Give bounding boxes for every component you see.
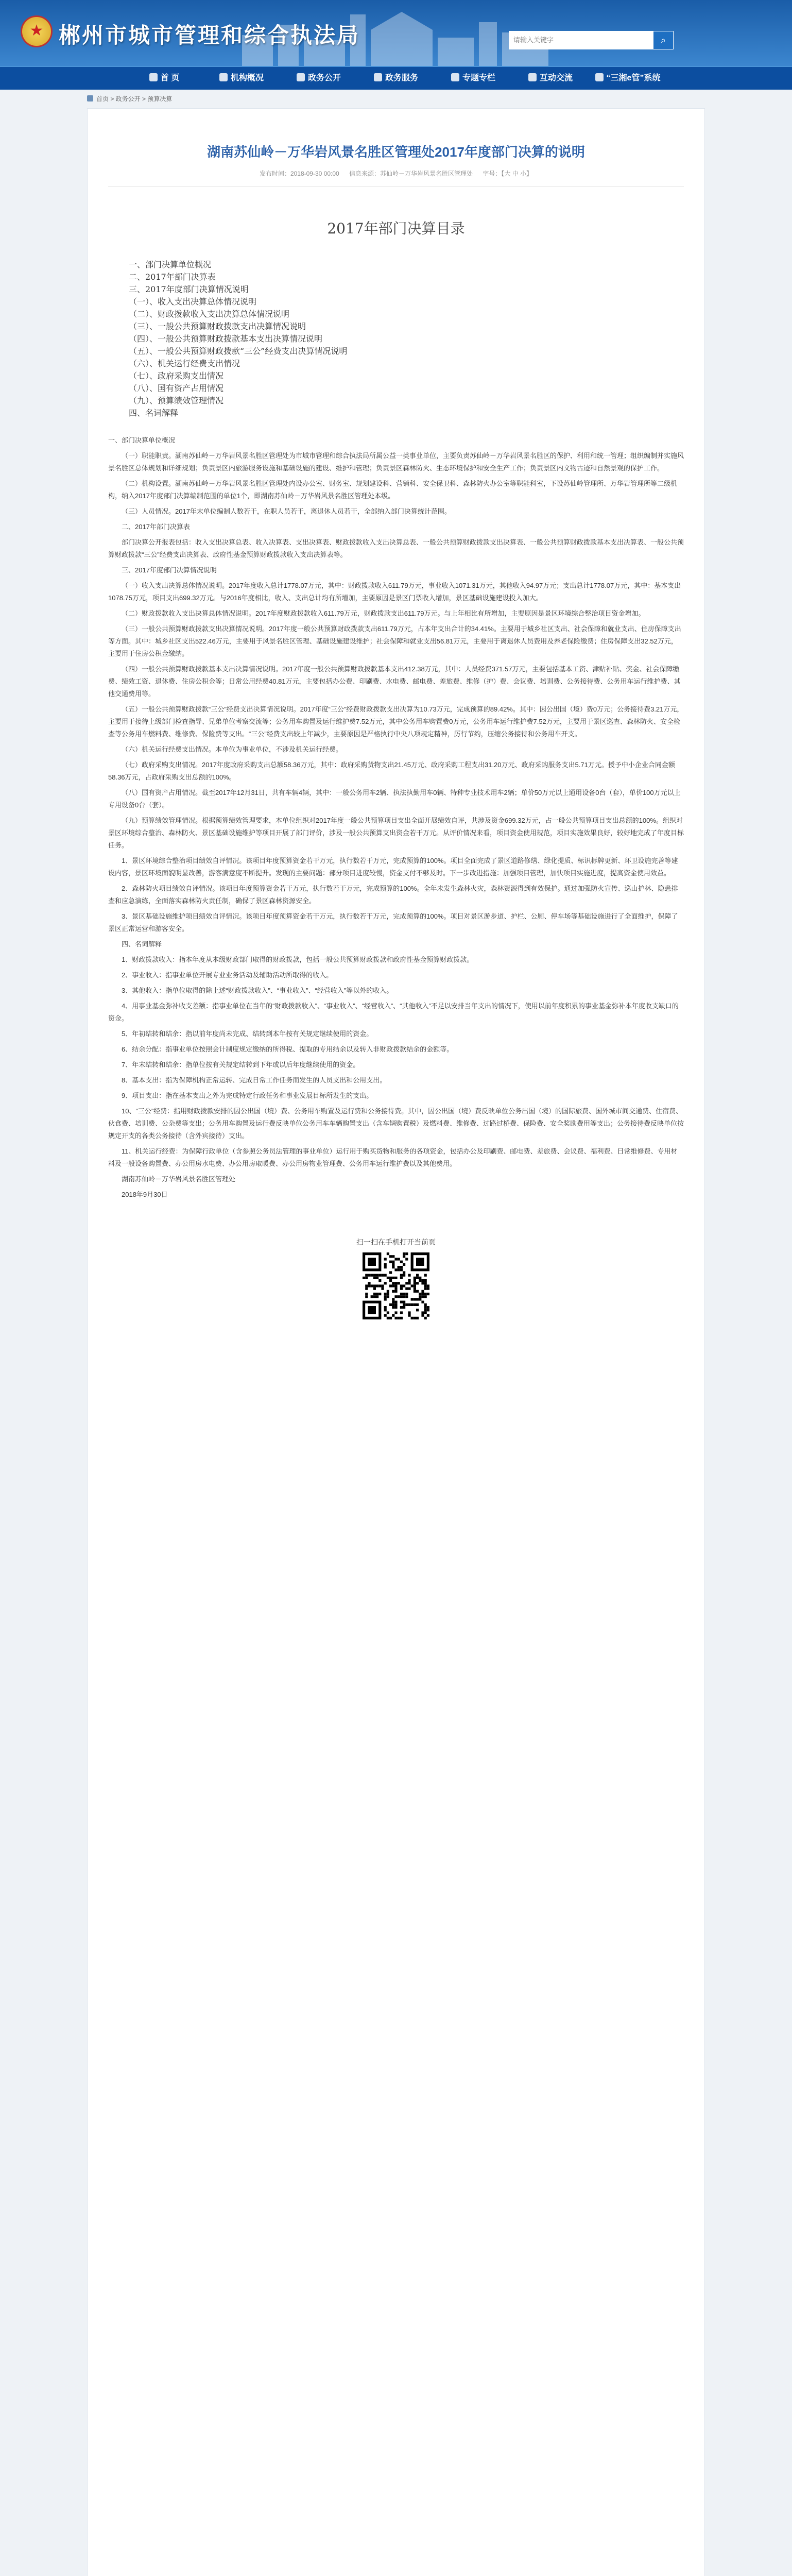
toc-item: 四、名词解释 [129,408,179,418]
body-paragraph: 10、“三公”经费：指用财政拨款安排的因公出国（境）费、公务用车购置及运行费和公务接待费。其中，因公出国（境）费反映单位公务出国（境）的国际旅费、国外城市间交通费、住宿费、伙食费、培训费、公杂费等支出；公务用车购置及运行费反映单位公务用车车辆购置支出（含车辆购置税）及燃料费、维修费、过路过桥费、保险费、安全奖励费用等支出；公务接待费反映单位按规定开支的各类公务接待（含外宾接待）支出。 [108,1107,684,1140]
body-paragraph: （四）一般公共预算财政拨款基本支出决算情况说明。2017年度一般公共预算财政拨款基本支出412.38万元，其中：人员经费371.57万元，主要包括基本工资、津贴补贴、奖金、社会保障缴费、绩效工资、退休费、住房公积金等；日常公用经费40.81万元，主要包括办公费、印刷费、水电费、邮电费、差旅费、维修（护）费、会议费、培训费、公务接待费、公务用车运行维护费、其他交通费用等。 [108,665,681,698]
body-paragraph: 三、2017年度部门决算情况说明 [122,566,217,574]
article-body [108,450,684,1201]
body-paragraph: 部门决算公开报表包括：收入支出决算总表、收入决算表、支出决算表、财政拨款收入支出决算总表、一般公共预算财政拨款支出决算表、一般公共预算财政拨款基本支出决算表、一般公共预算财政拨款“三公”经费支出决算表、政府性基金预算财政拨款收入支出决算表等。 [108,538,684,558]
article-title: 湖南苏仙岭－万华岩风景名胜区管理处2017年度部门决算的说明 [207,144,585,160]
nav-label: 政务公开 [307,74,341,82]
search-icon: ⌕ [660,35,666,45]
nav-label: 首 页 [160,74,180,82]
body-paragraph: 二、2017年部门决算表 [122,523,190,531]
toc-item: （五）、一般公共预算财政拨款“三公”经费支出决算情况说明 [129,346,348,356]
qr-block [108,1237,684,1319]
toc-item: （八）、国有资产占用情况 [129,383,224,393]
body-paragraph: 6、结余分配：指事业单位按照会计制度规定缴纳的所得税、提取的专用结余以及转入非财政拨款结余的金额等。 [122,1045,454,1053]
body-paragraph: （三）一般公共预算财政拨款支出决算情况说明。2017年度一般公共预算财政拨款支出611.79万元，占本年支出合计的34.41%。主要用于城乡社区支出、社会保障和就业支出、住房保障支出等方面。其中：城乡社区支出522.46万元，主要用于风景名胜区管理、基础设施建设维护；社会保障和就业支出56.81万元，主要用于离退休人员费用及养老保险缴费；住房保障支出32.52万元，主要用于住房公积金缴纳。 [108,625,681,657]
article-source: 信息来源：苏仙岭－万华岩风景名胜区管理处 [349,170,473,177]
article-meta [108,169,684,187]
toc-item: （六）、机关运行经费支出情况 [129,359,240,368]
nav-item-org[interactable] [203,67,280,90]
body-paragraph: 湖南苏仙岭－万华岩风景名胜区管理处 [122,1175,236,1183]
body-paragraph: 8、基本支出：指为保障机构正常运转、完成日常工作任务而发生的人员支出和公用支出。 [122,1076,387,1084]
breadcrumb [87,90,705,108]
main-nav [0,66,792,90]
body-paragraph: 四、名词解释 [122,940,162,948]
body-paragraph: （六）机关运行经费支出情况。本单位为事业单位，不涉及机关运行经费。 [122,745,343,753]
body-paragraph: （一）收入支出决算总体情况说明。2017年度收入总计1778.07万元，其中：财政拨款收入611.79万元，事业收入1071.31万元，其他收入94.97万元；支出总计1778.07万元，其中：基本支出1078.75万元，项目支出699.32万元。与2016年度相比，收入、支出总计均有所增加，主要原因是景区门票收入增加，景区基础设施建设投入加大。 [108,582,681,602]
toc-item: 二、2017年部门决算表 [129,272,216,282]
toc-item: （四）、一般公共预算财政拨款基本支出决算情况说明 [129,334,323,344]
breadcrumb-text[interactable]: 首页 > 政务公开 > 预算决算 [96,95,173,103]
toc-list [108,259,684,419]
body-paragraph: （七）政府采购支出情况。2017年度政府采购支出总额58.36万元，其中：政府采购货物支出21.45万元、政府采购工程支出31.20万元、政府采购服务支出5.71万元。授予中小企业合同金额58.36万元，占政府采购支出总额的100%。 [108,761,675,781]
body-paragraph: （二）机构设置。湖南苏仙岭－万华岩风景名胜区管理处内设办公室、财务室、规划建设科、营销科、安全保卫科、森林防火办公室等职能科室，下设苏仙岭管理所、万华岩管理所等二级机构，纳入2017年度部门决算编制范围的单位1个，即湖南苏仙岭－万华岩风景名胜区管理处本级。 [108,480,678,500]
body-paragraph: 3、其他收入：指单位取得的除上述“财政拨款收入”、“事业收入”、“经营收入”等以外的收入。 [122,987,393,994]
body-paragraph: （九）预算绩效管理情况。根据预算绩效管理要求，本单位组织对2017年度一般公共预算项目支出全面开展绩效自评，共涉及资金699.32万元，占一般公共预算项目支出总额的100%。组织对景区环境综合整治、森林防火、景区基础设施维护等项目开展了部门评价，涉及一般公共预算支出资金若干万元。从评价情况来看，项目资金使用规范，项目实施效果良好，较好地完成了年度目标任务。 [108,817,684,849]
toc-item: 三、2017年度部门决算情况说明 [129,284,249,294]
body-paragraph: 3、景区基础设施维护项目绩效自评情况。该项目年度预算资金若干万元，执行数若干万元，完成预算的100%。项目对景区游步道、护栏、公厕、停车场等基础设施进行了全面维护，保障了景区正常运营和游客安全。 [108,912,678,933]
body-paragraph: 5、年初结转和结余：指以前年度尚未完成、结转到本年按有关规定继续使用的资金。 [122,1030,373,1038]
body-paragraph: （三）人员情况。2017年末单位编制人数若干，在职人员若干，离退休人员若干，全部纳入部门决算统计范围。 [122,507,451,515]
body-paragraph: 4、用事业基金弥补收支差额：指事业单位在当年的“财政拨款收入”、“事业收入”、“经营收入”、“其他收入”不足以安排当年支出的情况下，使用以前年度积累的事业基金弥补本年度收支缺口的资金。 [108,1002,679,1022]
location-icon [87,95,93,101]
nav-label: 互动交流 [539,74,573,82]
nav-label: 政务服务 [385,74,418,82]
doc-title: 2017年部门决算目录 [327,220,465,237]
body-paragraph: 1、景区环境综合整治项目绩效自评情况。该项目年度预算资金若干万元，执行数若干万元，完成预算的100%。项目全面完成了景区道路修缮、绿化提质、标识标牌更新、环卫设施完善等建设内容，景区环境面貌明显改善，游客满意度不断提升。发现的主要问题：部分项目进度较慢，资金支付不够及时。下一步改进措施：加强项目管理，加快项目实施进度，提高资金使用效益。 [108,857,678,877]
org-icon [219,73,228,81]
body-paragraph: （一）职能职责。湖南苏仙岭－万华岩风景名胜区管理处为市城市管理和综合执法局所属公益一类事业单位，主要负责苏仙岭－万华岩风景名胜区的保护、利用和统一管理；组织编制并实施风景名胜区总体规划和详细规划；负责景区内旅游服务设施和基础设施的建设、维护和管理；负责景区森林防火、生态环境保护和安全生产工作；负责景区内文物古迹和自然景观的保护工作。 [108,452,684,472]
article-container [87,108,705,2576]
nav-label: “三湘e管”系统 [606,74,661,82]
nav-item-system[interactable] [589,67,666,90]
toc-item: 一、部门决算单位概况 [129,260,212,269]
search-input[interactable] [509,31,641,48]
body-paragraph: （八）国有资产占用情况。截至2017年12月31日，共有车辆4辆，其中：一般公务用车2辆、执法执勤用车0辆、特种专业技术用车2辆；单价50万元以上通用设备0台（套），单价100万元以上专用设备0台（套）。 [108,789,681,809]
emblem-icon[interactable] [21,15,53,47]
body-paragraph: （五）一般公共预算财政拨款“三公”经费支出决算情况说明。2017年度“三公”经费财政拨款支出决算为10.73万元，完成预算的89.42%。其中：因公出国（境）费0万元；公务接待费3.21万元，主要用于接待上级部门检查指导、兄弟单位考察交流等；公务用车购置及运行维护费7.52万元，其中公务用车购置费0万元，公务用车运行维护费7.52万元，主要用于景区巡查、森林防火、安全检查等公务用车燃料费、维修费、保险费等支出。“三公”经费支出较上年减少，主要原因是严格执行中央八项规定精神，厉行节约，压缩公务接待和公务用车开支。 [108,705,684,738]
nav-item-interact[interactable] [512,67,589,90]
search-button[interactable] [653,31,674,49]
body-paragraph: 1、财政拨款收入：指本年度从本级财政部门取得的财政拨款，包括一般公共预算财政拨款和政府性基金预算财政拨款。 [122,956,474,963]
qr-label: 扫一扫在手机打开当前页 [356,1238,436,1246]
site-header [0,0,792,66]
font-size-control[interactable]: 字号：【大 中 小】 [483,170,533,177]
document-icon [297,73,305,81]
article-date: 发布时间：2018-09-30 00:00 [259,170,339,177]
nav-item-service[interactable] [357,67,435,90]
body-paragraph: 11、机关运行经费：为保障行政单位（含参照公务员法管理的事业单位）运行用于购买货物和服务的各项资金，包括办公及印刷费、邮电费、差旅费、会议费、福利费、日常维修费、专用材料及一般设备购置费、办公用房水电费、办公用房取暖费、办公用房物业管理费、公务用车运行维护费以及其他费用。 [108,1147,678,1167]
toc-item: （九）、预算绩效管理情况 [129,396,224,405]
nav-label: 专题专栏 [462,74,495,82]
body-paragraph: 2018年9月30日 [122,1191,168,1198]
search-box [509,31,653,49]
body-paragraph: 2、事业收入：指事业单位开展专业业务活动及辅助活动所取得的收入。 [122,971,333,979]
chat-icon [528,73,537,81]
body-paragraph: 9、项目支出：指在基本支出之外为完成特定行政任务和事业发展目标所发生的支出。 [122,1092,373,1099]
toc-item: （一）、收入支出决算总体情况说明 [129,297,257,307]
body-paragraph: （二）财政拨款收入支出决算总体情况说明。2017年度财政拨款收入611.79万元，财政拨款支出611.79万元。与上年相比有所增加，主要原因是景区环境综合整治项目资金增加。 [122,609,645,617]
topic-icon [451,73,459,81]
site-title[interactable]: 郴州市城市管理和综合执法局 [59,23,360,48]
toc-item: （七）、政府采购支出情况 [129,371,224,381]
nav-item-open-gov[interactable] [280,67,357,90]
toc-item: （三）、一般公共预算财政拨款支出决算情况说明 [129,321,306,331]
nav-label: 机构概况 [230,74,264,82]
toc-item: （二）、财政拨款收入支出决算总体情况说明 [129,309,290,319]
system-icon [595,73,604,81]
qr-code-icon [363,1252,429,1319]
body-paragraph: 7、年末结转和结余：指单位按有关规定结转到下年或以后年度继续使用的资金。 [122,1061,360,1069]
nav-item-topics[interactable] [435,67,512,90]
home-icon [149,73,158,81]
section-heading: 一、部门决算单位概况 [108,436,176,444]
service-icon [374,73,382,81]
body-paragraph: 2、森林防火项目绩效自评情况。该项目年度预算资金若干万元，执行数若干万元，完成预算的100%。全年未发生森林火灾，森林资源得到有效保护。通过加强防火宣传、巡山护林、隐患排查和应急演练，全面落实森林防火责任制，确保了景区森林资源安全。 [108,885,678,905]
nav-item-home[interactable] [126,67,203,90]
